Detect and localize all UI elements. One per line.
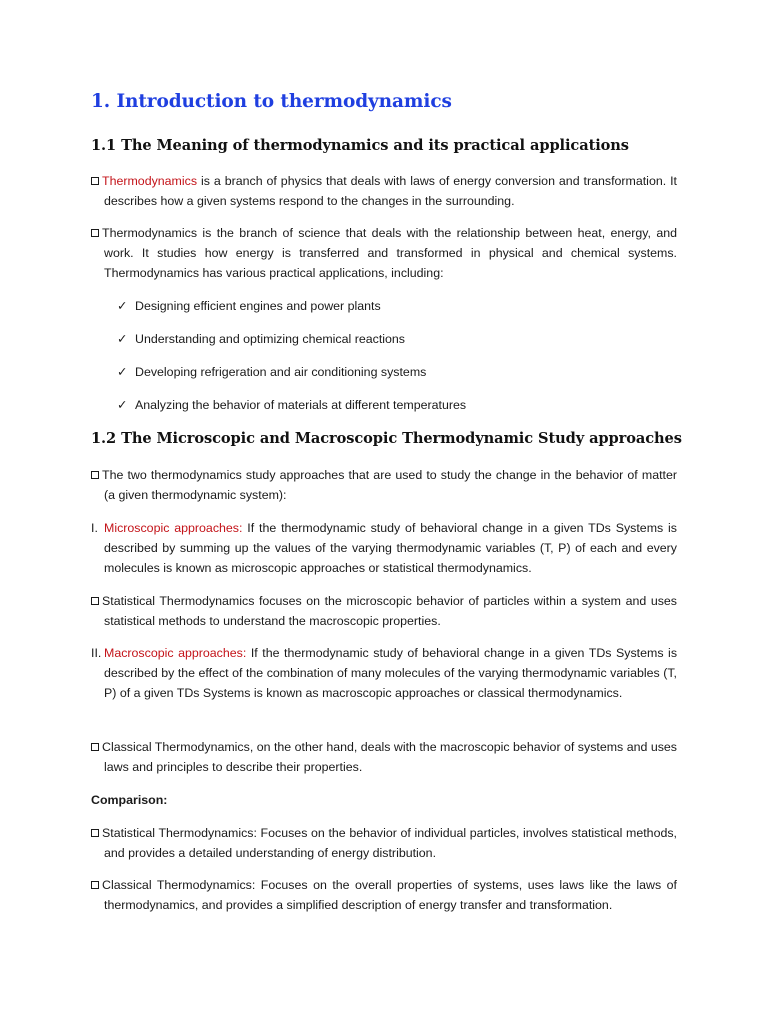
list-item-application — [117, 362, 426, 382]
checkbox-bullet-icon — [91, 229, 99, 237]
list-item-text: Developing refrigeration and air conditioning systems — [135, 365, 427, 379]
list-item-text: Understanding and optimizing chemical reactions — [135, 332, 405, 346]
paragraph-text: Statistical Thermodynamics focuses on the microscopic behavior of particles within a system and uses statistical methods to understand the macroscopic properties. — [102, 594, 677, 628]
paragraph-text: Classical Thermodynamics, on the other hand, deals with the macroscopic behavior of systems and uses laws and principles to describe their properties. — [102, 740, 677, 774]
list-item-application — [117, 329, 405, 349]
roman-numeral: I. — [91, 521, 98, 535]
term-thermodynamics: Thermodynamics — [102, 174, 198, 188]
list-item-application — [117, 296, 381, 316]
checkmark-icon: ✓ — [117, 299, 128, 313]
list-item-text: Analyzing the behavior of materials at different temperatures — [135, 398, 467, 412]
paragraph-text: is a branch of physics that deals with laws of energy conversion and transformation. It describes how a given systems respond to the changes in the surrounding. — [104, 174, 677, 208]
checkbox-bullet-icon — [91, 881, 99, 889]
paragraph-comparison-statistical — [91, 823, 677, 863]
list-item-text: Designing efficient engines and power plants — [135, 299, 381, 313]
paragraph-text: If the thermodynamic study of behavioral change in a given TDs Systems is described by the effect of the combination of many molecules of the varying thermodynamic variables (T, P) of a given TDs Systems is known as macroscopic approaches or classical thermodynamics. — [104, 646, 678, 700]
page-title: 1. Introduction to thermodynamics — [91, 91, 452, 112]
checkmark-icon: ✓ — [117, 398, 128, 412]
checkbox-bullet-icon — [91, 743, 99, 751]
paragraph-text: The two thermodynamics study approaches that are used to study the change in the behavior of matter (a given thermodynamic system): — [102, 468, 677, 502]
paragraph-study-approaches-intro — [91, 465, 677, 505]
term-macroscopic-approaches: Macroscopic approaches: — [104, 646, 247, 660]
term-microscopic-approaches: Microscopic approaches: — [104, 521, 243, 535]
paragraph-macroscopic-approaches — [91, 643, 677, 703]
paragraph-text: Thermodynamics is the branch of science that deals with the relationship between heat, energy, and work. It studies how energy is transferred and transformed in physical and chemical systems. Thermodynamics has various practical applications, including: — [102, 226, 677, 280]
paragraph-microscopic-approaches — [91, 518, 677, 578]
paragraph-text: Statistical Thermodynamics: Focuses on the behavior of individual particles, involves statistical methods, and provides a detailed understanding of energy distribution. — [102, 826, 677, 860]
paragraph-comparison-classical — [91, 875, 677, 915]
checkbox-bullet-icon — [91, 829, 99, 837]
roman-numeral: II. — [91, 646, 102, 660]
checkbox-bullet-icon — [91, 597, 99, 605]
paragraph-text: Classical Thermodynamics: Focuses on the overall properties of systems, uses laws like the laws of thermodynamics, and provides a simplified description of energy transfer and transformation. — [102, 878, 677, 912]
paragraph-text: If the thermodynamic study of behavioral change in a given TDs Systems is described by summing up the values of the varying thermodynamic variables (T, P) of each and every molecules is known as microscopic approaches or statistical thermodynamics. — [104, 521, 677, 575]
checkmark-icon: ✓ — [117, 365, 128, 379]
paragraph-thermodynamics-definition — [91, 171, 677, 211]
checkbox-bullet-icon — [91, 471, 99, 479]
paragraph-statistical-thermodynamics — [91, 591, 677, 631]
paragraph-thermodynamics-science — [91, 223, 677, 283]
paragraph-classical-thermodynamics — [91, 737, 677, 777]
checkmark-icon: ✓ — [117, 332, 128, 346]
checkbox-bullet-icon — [91, 177, 99, 185]
section-1-1-heading: 1.1 The Meaning of thermodynamics and its practical applications — [91, 137, 629, 154]
comparison-label: Comparison: — [91, 793, 168, 807]
list-item-application — [117, 395, 466, 415]
section-1-2-heading: 1.2 The Microscopic and Macroscopic Thermodynamic Study approaches — [91, 430, 682, 447]
